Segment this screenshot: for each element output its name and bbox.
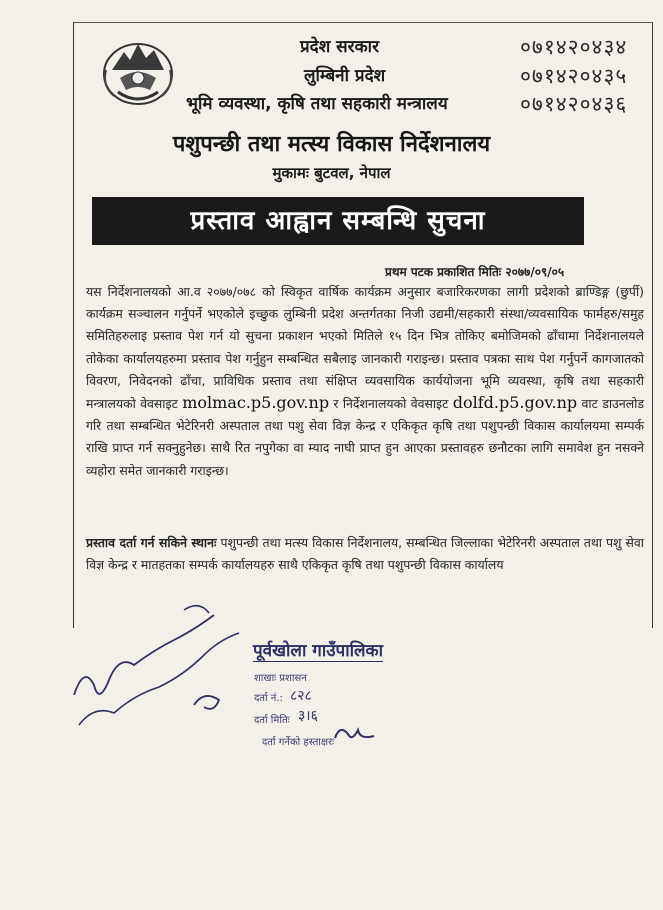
handwritten-annotation [64, 595, 249, 750]
notice-body [86, 281, 644, 482]
body-text-part-3: वाट डाउनलोड गरि तथा सम्बन्धित भेटेरिनरी अस्पताल तथा पशु सेवा विज्ञ केन्द्र र एकिकृत कृषि तथा पशुपन्छी विकास कार्यालयमा सम्पर्क राखि प्राप्त गर्न सक्नुहुनेछ। साथै रित नपुगेका वा म्याद नाघी प्राप्त हुन आएका प्रस्तावहरु छनौटका लागि समावेश हुन नसक्ने व्यहोरा समेत जानकारी गराइन्छ। [86, 396, 644, 478]
phone-number-1: ०७१४२०४३४ [520, 35, 628, 59]
location-line: मुकामः बुटवल, नेपाल [272, 164, 391, 182]
stamp-reg-value: ८२८ [290, 688, 312, 704]
submission-location [86, 532, 644, 576]
stamp-signature [330, 720, 380, 750]
ministry-website-link: molmac.p5.gov.np [182, 393, 330, 413]
header-line-province-government: प्रदेश सरकार [300, 37, 380, 57]
department-title: पशुपन्छी तथा मत्स्य विकास निर्देशनालय [172, 132, 491, 157]
published-date: प्रथम पटक प्रकाशित मितिः २०७७/०९/०५ [385, 265, 565, 279]
phone-number-3: ०७१४२०४३६ [520, 92, 628, 116]
nepal-government-emblem [98, 30, 178, 112]
header-line-lumbini-province: लुम्बिनी प्रदेश [304, 66, 386, 86]
submission-text: पशुपन्छी तथा मत्स्य विकास निर्देशनालय, सम्बन्धित जिल्लाका भेटेरिनरी अस्पताल तथा पशु सेवा विज्ञ केन्द्र र मातहतका सम्पर्क कार्यालयहरु साथै एकिकृत कृषि तथा पशुपन्छी विकास कार्यालय [86, 535, 644, 573]
submission-label: प्रस्ताव दर्ता गर्न सकिने स्थानः [86, 535, 217, 550]
stamp-section: शाखाः प्रशासन [254, 673, 307, 684]
directorate-website-link: dolfd.p5.gov.np [452, 393, 578, 413]
header-line-ministry: भूमि व्यवस्था, कृषि तथा सहकारी मन्त्रालय [186, 94, 448, 114]
stamp-reg-label: दर्ता नं.: [254, 693, 283, 704]
body-text-part-1: यस निर्देशनालयको आ.व २०७७/०७८ को स्विकृत वार्षिक कार्यक्रम अनुसार बजारिकरणका लागी प्रदेशको ब्राण्डिङ्ग (छुर्पी) कार्यक्रम सञ्चालन गर्नुपर्ने भएकोले इच्छुक लुम्बिनी प्रदेश अन्तर्गतका निजी उद्यमी/सहकारी संस्था/व्यवसायिक फार्महरु/समुह समितिहरुलाइ प्रस्ताव पेश गर्न यो सुचना प्रकाशन भएको मितिले १५ दिन भित्र तोकिए बमोजिमको ढाँचामा निर्देशनालयले तोकेका कार्यालयहरुमा प्रस्ताव पेश गर्नुहुन सम्बन्धित सबैलाइ जानकारी गराइन्छ। प्रस्ताव पत्रका साथ पेश गर्नुपर्ने कागजातको विवरण, निवेदनको ढाँचा, प्राविधिक प्रस्ताव तथा संक्षिप्त व्यवसायिक कार्ययोजना भूमि व्यवस्था, कृषि तथा सहकारी मन्त्रालयको वेवसाइट [86, 284, 644, 412]
body-text-part-2: र निर्देशनालयको वेवसाइट [333, 396, 449, 412]
notice-banner-title: प्रस्ताव आह्वान सम्बन्धि सुचना [92, 197, 584, 245]
stamp-date-label: दर्ता मितिः [254, 715, 290, 726]
stamp-municipality-name: पूर्वखोला गाउँपालिका [253, 638, 383, 662]
stamp-signer-label: दर्ता गर्नेको हस्ताक्षरः [262, 737, 335, 748]
stamp-date-value: ३।६ [298, 708, 318, 724]
phone-number-2: ०७१४२०४३५ [520, 64, 628, 88]
